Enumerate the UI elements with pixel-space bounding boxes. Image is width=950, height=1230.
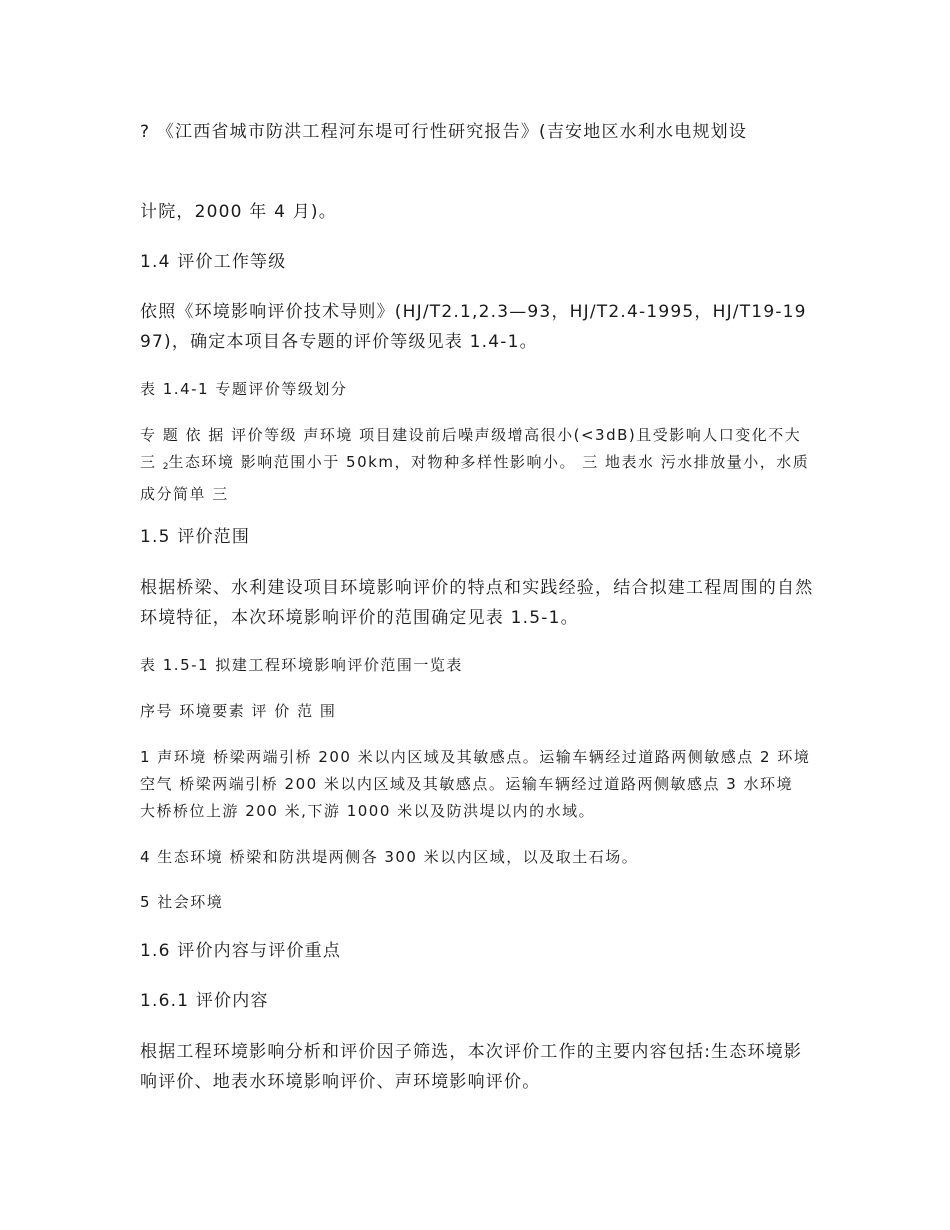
reference-line-1: ? 《江西省城市防洪工程河东堤可行性研究报告》(吉安地区水利水电规划设 xyxy=(140,122,748,142)
section-heading-1-6: 1.6 评价内容与评价重点 xyxy=(140,941,342,961)
table-1-5-1-header: 序号 环境要素 评 价 范 围 xyxy=(140,702,337,720)
section-1-5-paragraph: 根据桥梁、水利建设项目环境影响评价的特点和实践经验，结合拟建工程周围的自然环境特征，本次环境影响评价的范围确定见表 1.5-1。 xyxy=(140,578,814,628)
section-heading-1-6-1: 1.6.1 评价内容 xyxy=(140,991,269,1011)
table-1-5-1-caption: 表 1.5-1 拟建工程环境影响评价范围一览表 xyxy=(140,656,463,674)
table-1-5-1-row-5: 5 社会环境 xyxy=(140,893,224,911)
section-heading-1-4: 1.4 评价工作等级 xyxy=(140,252,287,272)
section-1-6-1-paragraph: 根据工程环境影响分析和评价因子筛选，本次评价工作的主要内容包括:生态环境影响评价、地表水环境影响评价、声环境影响评价。 xyxy=(140,1042,803,1092)
reference-line-2: 计院，2000 年 4 月)。 xyxy=(140,202,337,222)
table-1-4-1-body-part-b: 生态环境 影响范围小于 50km，对物种多样性影响小。 三 地表水 污水排放量小，水质成分简单 三 xyxy=(140,453,810,503)
section-heading-1-5: 1.5 评价范围 xyxy=(140,527,251,547)
section-1-4-paragraph: 依照《环境影响评价技术导则》(HJ/T2.1,2.3—93，HJ/T2.4-1995，HJ/T19-1997)，确定本项目各专题的评价等级见表 1.4-1。 xyxy=(140,302,807,352)
table-1-5-1-row-4: 4 生态环境 桥梁和防洪堤两侧各 300 米以内区域，以及取土石场。 xyxy=(140,848,639,866)
table-1-4-1-subscript: 2 xyxy=(162,462,169,472)
table-1-4-1-body-part-a: 专 题 依 据 评价等级 声环境 项目建设前后噪声级增高很小(<3dB)且受影响人口变化不大 三 xyxy=(140,426,802,471)
table-1-4-1-body xyxy=(140,422,815,508)
table-1-4-1-caption: 表 1.4-1 专题评价等级划分 xyxy=(140,380,348,398)
table-1-5-1-rows-1-3: 1 声环境 桥梁两端引桥 200 米以内区域及其敏感点。运输车辆经过道路两侧敏感点 2 环境空气 桥梁两端引桥 200 米以内区域及其敏感点。运输车辆经过道路两侧敏感点 3 水环境 大桥桥位上游 200 米,下游 1000 米以及防洪堤以内的水域。 xyxy=(140,748,811,820)
